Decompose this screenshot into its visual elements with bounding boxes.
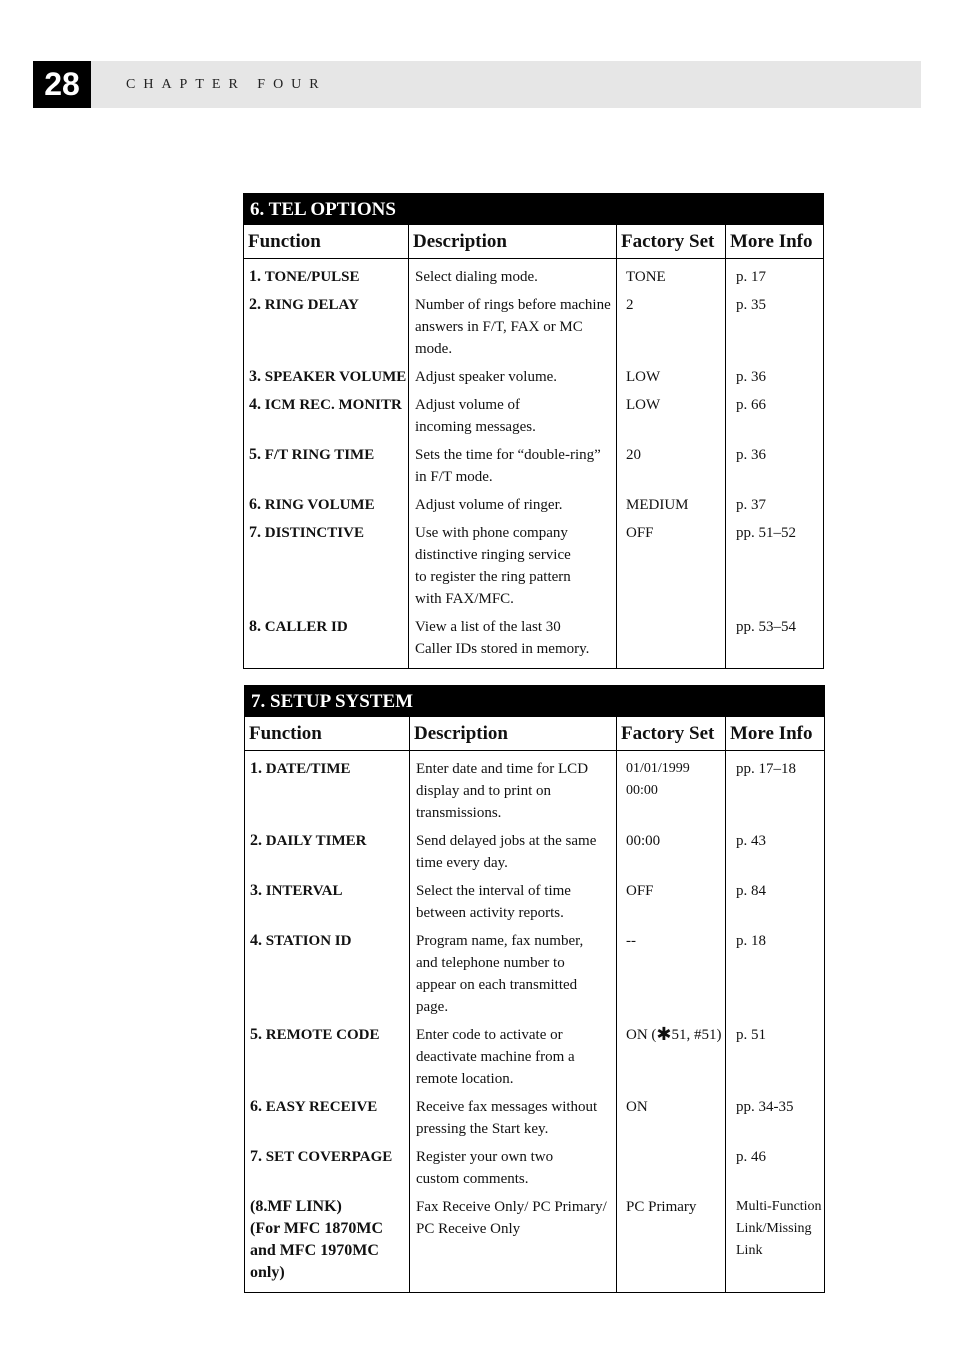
chapter-label: CHAPTER FOUR xyxy=(126,77,327,92)
more-info-cell: p. 46 xyxy=(736,1149,766,1165)
more-info-cell: p. 17 xyxy=(736,269,766,285)
function-cell: 5. F/T RING TIME xyxy=(244,444,409,494)
factory-cell: -- xyxy=(617,930,726,1024)
factory-cell: LOW xyxy=(617,394,726,444)
more-info-cell: p. 18 xyxy=(736,933,766,949)
function-cell: 7. DISTINCTIVE xyxy=(244,522,409,616)
function-cell: 6. RING VOLUME xyxy=(244,494,409,522)
description-cell: Enter date and time for LCD display and to print on transmissions. xyxy=(410,751,617,831)
description-cell: Number of rings before machine answers in F/T, FAX or MC mode. xyxy=(409,294,617,366)
table-row xyxy=(245,1146,825,1196)
description-cell: Fax Receive Only/ PC Primary/ PC Receive Only xyxy=(410,1196,617,1293)
factory-cell: ON (✱51, #51) xyxy=(617,1024,726,1096)
table-row xyxy=(244,366,824,394)
function-cell: 3. INTERVAL xyxy=(245,880,410,930)
description-cell: Adjust speaker volume. xyxy=(409,366,617,394)
more-info-cell: pp. 34-35 xyxy=(736,1099,794,1115)
more-info-cell: p. 43 xyxy=(736,833,766,849)
table-row xyxy=(244,494,824,522)
function-cell: 2. DAILY TIMER xyxy=(245,830,410,880)
col-description: Description xyxy=(410,717,617,751)
tel-options-title: 6. TEL OPTIONS xyxy=(244,194,824,226)
description-cell: Select the interval of time between activity reports. xyxy=(410,880,617,930)
col-more-info: More Info xyxy=(726,717,825,751)
column-header-row xyxy=(245,717,825,751)
function-cell: 3. SPEAKER VOLUME xyxy=(244,366,409,394)
col-factory-set: Factory Set xyxy=(617,225,726,259)
factory-cell: ON xyxy=(617,1096,726,1146)
factory-cell: TONE xyxy=(617,259,726,295)
col-function: Function xyxy=(245,717,410,751)
function-cell: 2. RING DELAY xyxy=(244,294,409,366)
description-cell: Select dialing mode. xyxy=(409,259,617,295)
table-row xyxy=(245,830,825,880)
description-cell: Adjust volume of ringer. xyxy=(409,494,617,522)
table-row xyxy=(244,522,824,616)
more-info-cell: pp. 17–18 xyxy=(736,761,796,777)
factory-cell: OFF xyxy=(617,522,726,616)
table-row xyxy=(245,1196,825,1293)
more-info-cell: p. 36 xyxy=(736,369,766,385)
factory-cell: OFF xyxy=(617,880,726,930)
function-cell: 7. SET COVERPAGE xyxy=(245,1146,410,1196)
function-cell: 1. TONE/PULSE xyxy=(244,259,409,295)
description-cell: View a list of the last 30 Caller IDs stored in memory. xyxy=(409,616,617,669)
page-number: 28 xyxy=(33,61,91,108)
table-row xyxy=(244,394,824,444)
setup-system-title: 7. SETUP SYSTEM xyxy=(245,686,825,718)
description-cell: Use with phone company distinctive ringing service to register the ring pattern with FAX/MFC. xyxy=(409,522,617,616)
table-row xyxy=(245,1024,825,1096)
factory-cell: MEDIUM xyxy=(617,494,726,522)
description-cell: Adjust volume of incoming messages. xyxy=(409,394,617,444)
table-row xyxy=(244,259,824,295)
function-cell: 5. REMOTE CODE xyxy=(245,1024,410,1096)
description-cell: Sets the time for “double-ring” in F/T mode. xyxy=(409,444,617,494)
more-info-cell: p. 36 xyxy=(736,447,766,463)
factory-cell: 01/01/1999 00:00 xyxy=(617,751,726,831)
function-cell: 6. EASY RECEIVE xyxy=(245,1096,410,1146)
table-row xyxy=(244,294,824,366)
table-row xyxy=(245,1096,825,1146)
factory-cell: PC Primary xyxy=(617,1196,726,1293)
more-info-cell: p. 66 xyxy=(736,397,766,413)
description-cell: Receive fax messages without pressing the Start key. xyxy=(410,1096,617,1146)
factory-cell xyxy=(617,1146,726,1196)
function-cell: 1. DATE/TIME xyxy=(245,751,410,831)
column-header-row xyxy=(244,225,824,259)
col-factory-set: Factory Set xyxy=(617,717,726,751)
function-cell: 4. ICM REC. MONITR xyxy=(244,394,409,444)
description-cell: Program name, fax number, and telephone number to appear on each transmitted page. xyxy=(410,930,617,1024)
col-description: Description xyxy=(409,225,617,259)
factory-cell xyxy=(617,616,726,669)
function-cell: 4. STATION ID xyxy=(245,930,410,1024)
table-row xyxy=(245,930,825,1024)
col-more-info: More Info xyxy=(726,225,824,259)
factory-cell: 20 xyxy=(617,444,726,494)
function-cell: 8. CALLER ID xyxy=(244,616,409,669)
more-info-cell: pp. 51–52 xyxy=(736,525,796,541)
description-cell: Enter code to activate or deactivate machine from a remote location. xyxy=(410,1024,617,1096)
col-function: Function xyxy=(244,225,409,259)
table-row xyxy=(245,880,825,930)
factory-cell: 2 xyxy=(617,294,726,366)
description-cell: Send delayed jobs at the same time every day. xyxy=(410,830,617,880)
factory-cell: LOW xyxy=(617,366,726,394)
more-info-cell: p. 84 xyxy=(736,883,766,899)
more-info-cell: p. 51 xyxy=(736,1027,766,1043)
more-info-cell: Multi-Function Link/Missing Link xyxy=(736,1199,822,1258)
more-info-cell: p. 35 xyxy=(736,297,766,313)
table-row xyxy=(244,444,824,494)
more-info-cell: pp. 53–54 xyxy=(736,619,796,635)
star-key-icon: ✱ xyxy=(656,1024,672,1044)
tel-options-table xyxy=(243,193,824,669)
description-cell: Register your own two custom comments. xyxy=(410,1146,617,1196)
setup-system-table xyxy=(244,685,825,1293)
more-info-cell: p. 37 xyxy=(736,497,766,513)
function-cell: (8.MF LINK) (For MFC 1870MC and MFC 1970MC only) xyxy=(245,1196,410,1293)
table-row xyxy=(245,751,825,831)
factory-cell: 00:00 xyxy=(617,830,726,880)
table-row xyxy=(244,616,824,669)
